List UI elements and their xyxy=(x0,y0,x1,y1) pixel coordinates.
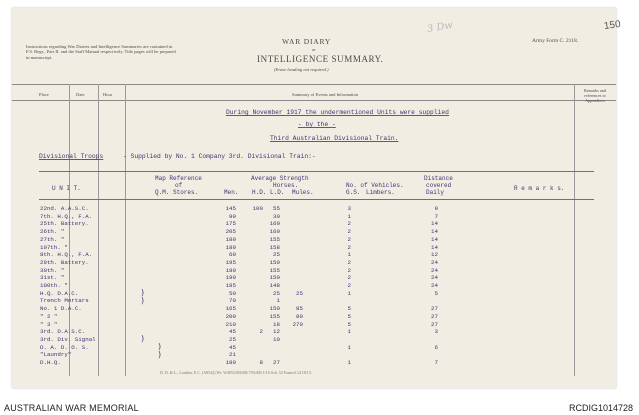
cell-ld: 150 xyxy=(269,258,280,266)
typed-supplied-by: - Supplied by No. 1 Company 3rd. Divisional Train:- xyxy=(123,153,316,160)
cell-ld: 150 xyxy=(269,274,280,282)
cell-gs: 1 xyxy=(347,289,351,297)
brace-laundry: ) xyxy=(158,350,162,359)
table-rule-bottom xyxy=(39,199,594,200)
cell-men: 180 xyxy=(225,235,236,243)
table-row xyxy=(12,336,616,344)
header-horses: Horses. xyxy=(273,182,299,189)
table-row xyxy=(12,313,616,321)
table-row xyxy=(12,321,616,329)
cell-men: 90 xyxy=(229,212,236,220)
cell-unit: 7th. H.Q., F.A. xyxy=(40,212,93,220)
cell-unit: 25th. Battery. xyxy=(40,220,89,228)
header-daily: Daily xyxy=(426,189,445,196)
cell-ld: 55 xyxy=(273,205,280,212)
header-distance: Distance xyxy=(424,175,453,182)
cell-unit: "Laundry" xyxy=(40,351,72,359)
cell-men: 185 xyxy=(225,282,236,289)
form-title-intelligence-summary: INTELLIGENCE SUMMARY. xyxy=(257,54,384,64)
cell-dist: 24 xyxy=(431,258,438,266)
typed-divisional-troops: Divisional Troops xyxy=(39,153,104,160)
table-row xyxy=(12,267,616,275)
archive-caption-right: RCDIG1014728 xyxy=(568,403,633,413)
header-hd: H.D. xyxy=(252,189,267,196)
cell-unit: 31st. " xyxy=(40,274,65,282)
table-rule-top xyxy=(39,171,594,172)
column-hour: Hour xyxy=(103,92,113,97)
table-row xyxy=(12,205,616,213)
cell-gs: 2 xyxy=(347,266,351,274)
cell-dist: 3 xyxy=(434,328,438,336)
typed-train-name: Third Australian Divisional Train. xyxy=(270,135,399,142)
cell-unit: 22nd. A.A.S.C. xyxy=(40,205,89,212)
column-remarks: Remarks and references to Appendices xyxy=(584,88,606,103)
cell-unit: 30th. " xyxy=(40,266,65,274)
cell-men: 175 xyxy=(225,220,236,228)
cell-ld: 25 xyxy=(273,251,280,259)
table-row xyxy=(12,328,616,336)
cell-gs: 2 xyxy=(347,220,351,228)
brace-dados: ) xyxy=(158,342,162,351)
cell-men: 180 xyxy=(225,266,236,274)
cell-ld: 160 xyxy=(269,228,280,236)
header-rule-top xyxy=(12,84,616,85)
cell-gs: 1 xyxy=(347,212,351,220)
archive-caption-left: AUSTRALIAN WAR MEMORIAL xyxy=(4,403,139,413)
header-men: Men. xyxy=(224,189,239,196)
table-row xyxy=(12,359,616,367)
form-instructions: Instructions regarding War Diaries and Intelligence Summaries are contained in F.S. Regs., Part II. and the Staff Manual respectively. Title pages will be prepared in manuscript. xyxy=(26,44,176,60)
cell-gs: 2 xyxy=(347,258,351,266)
cell-men: 45 xyxy=(229,343,236,351)
column-place: Place xyxy=(39,92,49,97)
column-summary: Summary of Events and Information xyxy=(292,92,358,97)
header-map-ref-3: Q.M. Stores. xyxy=(155,189,199,196)
cell-dist: 24 xyxy=(431,266,438,274)
form-title-note: (Erase heading not required.) xyxy=(274,67,329,72)
cell-unit: 100th. " xyxy=(40,282,68,289)
cell-men: 145 xyxy=(225,205,236,212)
table-row xyxy=(12,244,616,252)
cell-dist: 7 xyxy=(434,359,438,366)
cell-ld: 158 xyxy=(269,243,280,251)
cell-men: 25 xyxy=(229,335,236,343)
cell-hd: 100 xyxy=(252,205,263,212)
cell-ld: 160 xyxy=(269,220,280,228)
cell-dist: 9 xyxy=(434,205,438,212)
cell-men: 70 xyxy=(229,297,236,305)
table-row xyxy=(12,228,616,236)
cell-ld: 1 xyxy=(276,297,280,305)
cell-ld: 148 xyxy=(269,282,280,289)
cell-gs: 1 xyxy=(347,251,351,259)
header-remarks: R e m a r k s. xyxy=(514,185,565,192)
cell-men: 190 xyxy=(225,274,236,282)
cell-gs: 2 xyxy=(347,235,351,243)
table-row xyxy=(12,236,616,244)
table-row xyxy=(12,282,616,290)
cell-men: 180 xyxy=(225,359,236,366)
cell-gs: 2 xyxy=(347,274,351,282)
cell-gs: 5 xyxy=(347,320,351,328)
cell-ld: 27 xyxy=(273,359,280,366)
cell-unit: 8th. H.Q., F.A. xyxy=(40,251,93,259)
cell-hd: 2 xyxy=(259,328,263,336)
cell-men: 21 xyxy=(229,351,236,359)
cell-dist: 14 xyxy=(431,228,438,236)
header-covered: covered xyxy=(426,182,452,189)
cell-mules: 25 xyxy=(296,289,303,297)
cell-unit: 29th. Battery. xyxy=(40,258,89,266)
cell-unit: D.H.Q. xyxy=(40,359,61,366)
cell-unit: 26th. " xyxy=(40,228,65,236)
header-ld: L.D. xyxy=(270,189,285,196)
cell-men: 180 xyxy=(225,243,236,251)
table-row xyxy=(12,344,616,352)
printer-imprint: D. D. & L., London, E.C. (A8542) Wt. W4852/M1686 750,000 1/16 Sch. 52 Forms/C2118/13. xyxy=(160,370,312,375)
form-title-or: or xyxy=(312,47,316,52)
table-row xyxy=(12,251,616,259)
table-row xyxy=(12,274,616,282)
header-limbers: Limbers. xyxy=(366,189,395,196)
cell-unit: Trench Mortars xyxy=(40,297,89,305)
cell-unit: No. 1 D.A.C. xyxy=(40,305,82,313)
cell-gs: 5 xyxy=(347,312,351,320)
cell-ld: 18 xyxy=(273,320,280,328)
cell-gs: 3 xyxy=(347,205,351,212)
cell-men: 210 xyxy=(225,320,236,328)
page-number: 150 xyxy=(603,18,622,33)
cell-unit: " 3 " xyxy=(40,320,58,328)
cell-dist: 14 xyxy=(431,220,438,228)
cell-unit: H.Q. D.A.C. xyxy=(40,289,79,297)
cell-gs: 1 xyxy=(347,328,351,336)
cell-unit: D. A. D. O. S. xyxy=(40,343,89,351)
cell-dist: 27 xyxy=(431,320,438,328)
cell-men: 60 xyxy=(229,251,236,259)
cell-ld: 10 xyxy=(273,335,280,343)
cell-unit: 3rd. Div. Signal xyxy=(40,335,96,343)
cell-gs: 1 xyxy=(347,343,351,351)
brace-signal: ) xyxy=(141,334,145,343)
army-form-number: Army Form C. 2118. xyxy=(532,38,579,44)
table-row xyxy=(12,290,616,298)
cell-dist: 6 xyxy=(434,343,438,351)
cell-dist: 24 xyxy=(431,274,438,282)
header-vehicles: No. of Vehicles. xyxy=(346,182,404,189)
cell-unit: " 2 " xyxy=(40,312,58,320)
header-mules: Mules. xyxy=(292,189,314,196)
cell-ld: 12 xyxy=(273,328,280,336)
cell-dist: 27 xyxy=(431,312,438,320)
cell-mules: 270 xyxy=(292,320,303,328)
form-title-war-diary: WAR DIARY xyxy=(282,37,332,46)
cell-ld: 155 xyxy=(269,235,280,243)
table-row xyxy=(12,305,616,313)
cell-men: 200 xyxy=(225,312,236,320)
cell-dist: 27 xyxy=(431,305,438,313)
table-row xyxy=(12,220,616,228)
cell-gs: 2 xyxy=(347,228,351,236)
column-date: Date xyxy=(76,92,85,97)
brace-hq-dac: ) xyxy=(141,288,145,297)
header-rule-bottom xyxy=(12,100,616,101)
typed-intro-line: During November 1917 the undermentioned Units were supplied xyxy=(226,109,449,116)
cell-dist: 14 xyxy=(431,243,438,251)
cell-mules: 80 xyxy=(296,312,303,320)
cell-dist: 5 xyxy=(434,289,438,297)
cell-gs: 5 xyxy=(347,305,351,313)
header-gs: G.S. xyxy=(346,189,361,196)
cell-gs: 2 xyxy=(347,243,351,251)
table-row xyxy=(12,351,616,359)
table-row xyxy=(12,297,616,305)
cell-unit: 27th. " xyxy=(40,235,65,243)
cell-men: 165 xyxy=(225,305,236,313)
cell-dist: 12 xyxy=(431,251,438,259)
cell-ld: 150 xyxy=(269,305,280,313)
cell-ld: 25 xyxy=(273,289,280,297)
cell-dist: 7 xyxy=(434,212,438,220)
handwritten-scribble: 3 Dw xyxy=(426,19,454,36)
cell-ld: 30 xyxy=(273,212,280,220)
cell-men: 50 xyxy=(229,289,236,297)
cell-ld: 155 xyxy=(269,266,280,274)
cell-dist: 14 xyxy=(431,235,438,243)
cell-ld: 155 xyxy=(269,312,280,320)
header-average-strength: Average Strength xyxy=(251,175,309,182)
cell-mules: 85 xyxy=(296,305,303,313)
header-map-ref-2: of xyxy=(175,182,183,189)
typed-by-the: - by the - xyxy=(298,121,336,128)
table-row xyxy=(12,259,616,267)
cell-dist: 24 xyxy=(431,282,438,289)
cell-men: 195 xyxy=(225,258,236,266)
cell-gs: 2 xyxy=(347,282,351,289)
cell-hd: 8 xyxy=(259,359,263,366)
header-map-ref-1: Map Reference xyxy=(155,175,202,182)
table-row xyxy=(12,213,616,221)
cell-gs: 1 xyxy=(347,359,351,366)
cell-men: 45 xyxy=(229,328,236,336)
cell-unit: 3rd. D.A.S.C. xyxy=(40,328,86,336)
diary-page xyxy=(12,8,622,388)
header-unit: U N I T. xyxy=(52,185,81,192)
cell-unit: 107th. " xyxy=(40,243,68,251)
cell-men: 205 xyxy=(225,228,236,236)
brace-trench-mortars: ) xyxy=(141,296,145,305)
